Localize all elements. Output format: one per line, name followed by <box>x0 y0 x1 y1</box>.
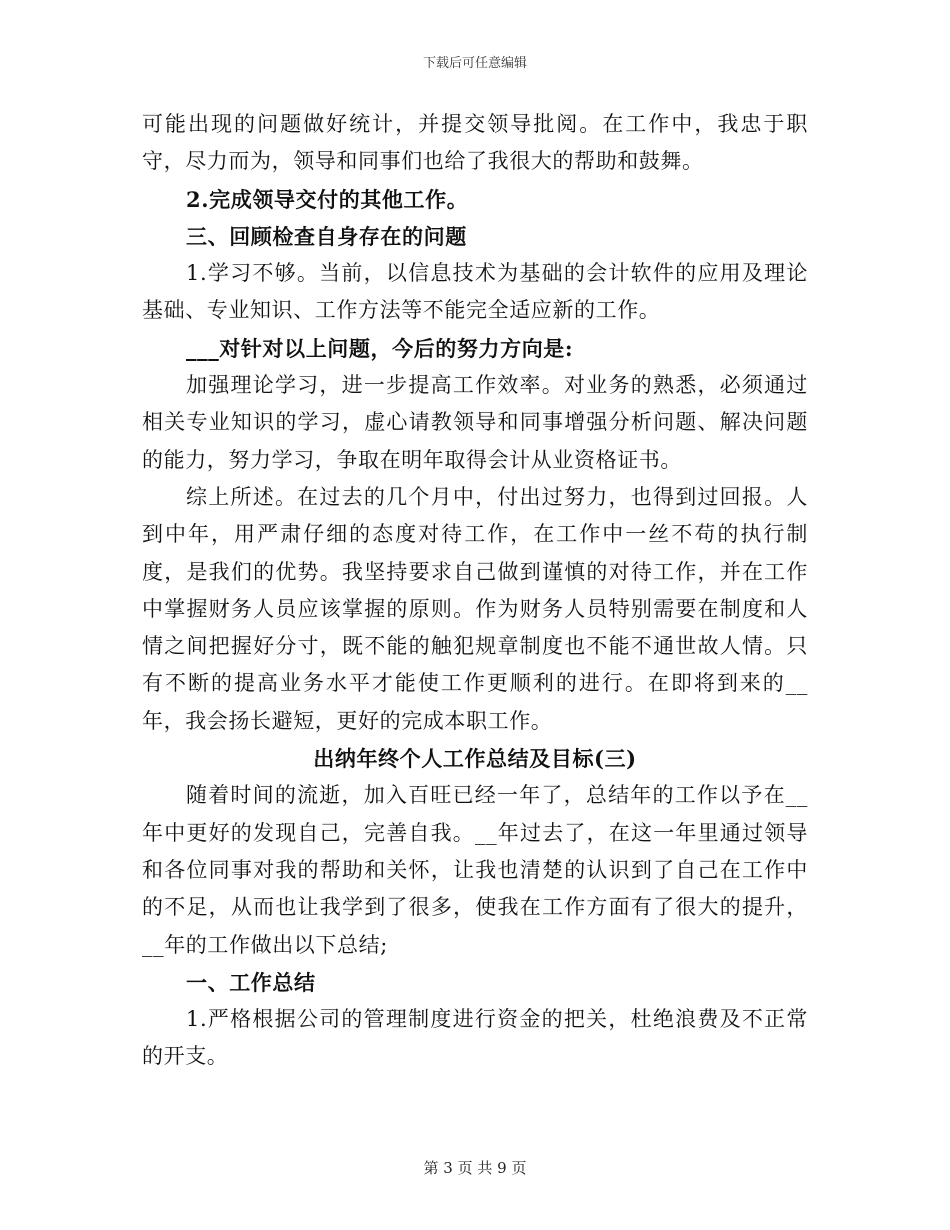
page-header: 下载后可任意编辑 <box>422 56 527 71</box>
paragraph-continuation: 可能出现的问题做好统计，并提交领导批阅。在工作中，我忠于职守，尽力而为，领导和同事们也给了我很大的帮助和鼓舞。 <box>142 112 808 174</box>
section-heading-3: 三、回顾检查自身存在的问题 <box>186 223 467 249</box>
paragraph-study: 1.学习不够。当前，以信息技术为基础的会计软件的应用及理论基础、专业知识、工作方法等不能完全适应新的工作。 <box>142 261 808 323</box>
article-title: 出纳年终个人工作总结及目标(三) <box>313 746 637 772</box>
paragraph-item-1: 1.严格根据公司的管理制度进行资金的把关，杜绝浪费及不正常的开支。 <box>142 1007 808 1069</box>
paragraph-summary: 综上所述。在过去的几个月中，付出过努力，也得到过回报。人到中年，用严肃仔细的态度对待工作，在工作中一丝不苟的执行制度，是我们的优势。我坚持要求自己做到谨慎的对待工作，并在工作中掌握财务人员应该掌握的原则。作为财务人员特别需要在制度和人情之间把握好分寸，既不能的触犯规章制度也不能不通世故人情。只有不断的提高业务水平才能使工作更顺利的进行。在即将到来的__年，我会扬长避短，更好的完成本职工作。 <box>142 484 808 733</box>
improvement-heading: ___对针对以上问题，今后的努力方向是: <box>186 335 574 361</box>
paragraph-intro: 随着时间的流逝，加入百旺已经一年了，总结年的工作以予在__年中更好的发现自己，完善自我。__年过去了，在这一年里通过领导和各位同事对我的帮助和关怀，让我也清楚的认识到了自己在工作中的不足，从而也让我学到了很多，使我在工作方面有了很大的提升，__年的工作做出以下总结; <box>142 783 808 957</box>
page-footer: 第 3 页 共 9 页 <box>423 1159 527 1177</box>
section-heading-1: 一、工作总结 <box>186 969 316 995</box>
item-heading-2: 2.完成领导交付的其他工作。 <box>186 186 469 212</box>
document-body <box>142 106 808 1076</box>
paragraph-improvement: 加强理论学习，进一步提高工作效率。对业务的熟悉，必须通过相关专业知识的学习，虚心请教领导和同事增强分析问题、解决问题的能力，努力学习，争取在明年取得会计从业资格证书。 <box>142 373 808 472</box>
